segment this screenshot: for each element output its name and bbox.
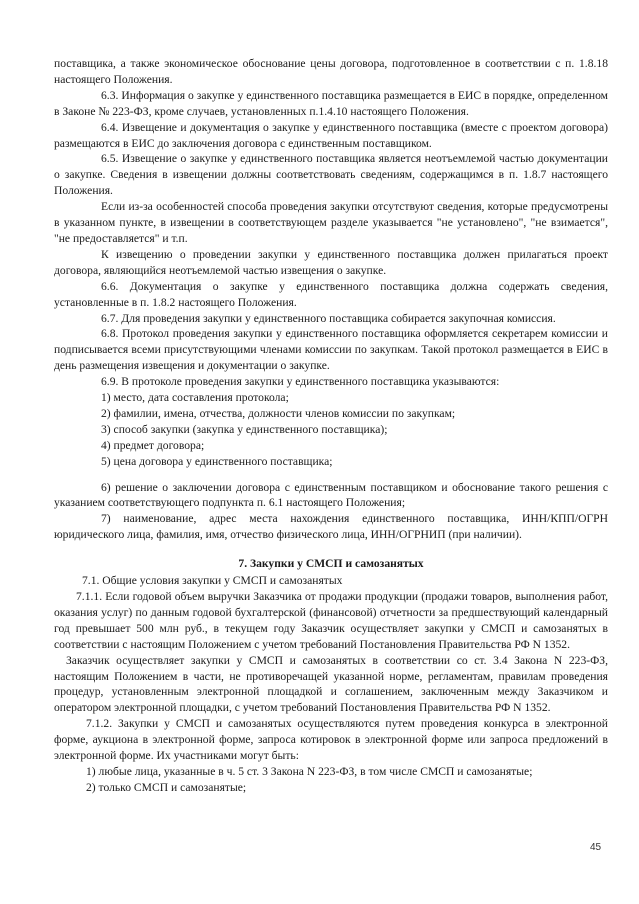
paragraph-6-5: 6.5. Извещение о закупке у единственного поставщика является неотъемлемой частью документации о закупке. Сведения в извещении должны соответствовать сведениям, содержащимся в п. 1.8.7 настоящего Положения. xyxy=(54,152,608,198)
list-item: 4) предмет договора; xyxy=(101,438,205,452)
paragraph-7-1-1: 7.1.1. Если годовой объем выручки Заказчика от продажи продукции (продажи товаров, выполнения работ, оказания услуг) по данным годовой бухгалтерской (финансовой) отчетности за предшествующий календарный год превышает 500 млн руб., в текущем году Заказчик осуществляет закупки у СМСП и самозанятых в соответствии с настоящим Положением с учетом требований Постановления Правительства РФ N 1352. xyxy=(54,590,608,651)
list-item-6: 6) решение о заключении договора с единственным поставщиком и обоснование такого решения с указанием соответствующего подпункта п. 6.1 настоящего Положения; xyxy=(54,480,608,510)
list-item: 2) только СМСП и самозанятые; xyxy=(86,780,247,794)
section-heading: 7. Закупки у СМСП и самозанятых xyxy=(238,557,424,571)
paragraph-continuation: поставщика, а также экономическое обоснование цены договора, подготовленное в соответствии с п. 1.8.18 настоящего Положения. xyxy=(54,57,608,86)
paragraph-draft-contract: К извещению о проведении закупки у единственного поставщика должен прилагаться проект договора, являющийся неотъемлемой частью извещения о закупке. xyxy=(54,247,608,277)
paragraph-7-1: 7.1. Общие условия закупки у СМСП и самозанятых xyxy=(82,574,343,588)
paragraph-customer-purchases: Заказчик осуществляет закупки у СМСП и самозанятых в соответствии со ст. 3.4 Закона N 223-ФЗ, настоящим Положением в части, не противоречащей указанной норме, регламентам, правилам проведения процедур, установленным электронной площадкой и соглашением, заключенным между Заказчиком и оператором электронной площадки, с учетом требований Постановления Правительства РФ N 1352. xyxy=(54,653,608,715)
page-body xyxy=(54,56,608,796)
list-item: 5) цена договора у единственного поставщика; xyxy=(101,454,333,468)
paragraph-6-8: 6.8. Протокол проведения закупки у единственного поставщика оформляется секретарем комиссии и подписывается всеми присутствующими членами комиссии по закупкам. Такой протокол размещается в ЕИС в день размещения извещения и документации о закупке. xyxy=(54,327,608,373)
spacer xyxy=(54,543,608,552)
page-number: 45 xyxy=(590,842,602,853)
paragraph-7-1-2: 7.1.2. Закупки у СМСП и самозанятых осуществляются путем проведения конкурса в электронной форме, аукциона в электронной форме, запроса котировок в электронной форме или запроса предложений в электронной форме. Их участниками могут быть: xyxy=(54,717,608,763)
paragraph-6-4: 6.4. Извещение и документация о закупке у единственного поставщика (вместе с проектом договора) размещаются в ЕИС до заключения договора с единственным поставщиком. xyxy=(54,120,608,150)
paragraph-6-3: 6.3. Информация о закупке у единственного поставщика размещается в ЕИС в порядке, определенном в Законе № 223-ФЗ, кроме случаев, установленных п.1.4.10 настоящего Положения. xyxy=(54,88,608,118)
paragraph-missing-info: Если из-за особенностей способа проведения закупки отсутствуют сведения, которые предусмотрены в указанном пункте, в извещении в соответствующем разделе указывается "не установлено", "не взимается", "не предоставляется" и т.п. xyxy=(54,200,608,245)
paragraph-6-9: 6.9. В протоколе проведения закупки у единственного поставщика указываются: xyxy=(101,375,500,389)
list-item: 3) способ закупки (закупка у единственного поставщика); xyxy=(101,422,388,436)
paragraph-6-7: 6.7. Для проведения закупки у единственного поставщика собирается закупочная комиссия. xyxy=(101,311,556,325)
list-item: 1) место, дата составления протокола; xyxy=(101,391,289,405)
spacer xyxy=(54,470,608,480)
paragraph-6-6: 6.6. Документация о закупке у единственного поставщика должна содержать сведения, установленные в п. 1.8.2 настоящего Положения. xyxy=(54,279,608,309)
list-item-7: 7) наименование, адрес места нахождения единственного поставщика, ИНН/КПП/ОГРН юридического лица, фамилия, имя, отчество физического лица, ИНН/ОГРНИП (при наличии). xyxy=(54,512,608,542)
list-item: 2) фамилии, имена, отчества, должности членов комиссии по закупкам; xyxy=(101,406,456,420)
list-item: 1) любые лица, указанные в ч. 5 ст. 3 Закона N 223-ФЗ, в том числе СМСП и самозанятые; xyxy=(86,764,533,778)
